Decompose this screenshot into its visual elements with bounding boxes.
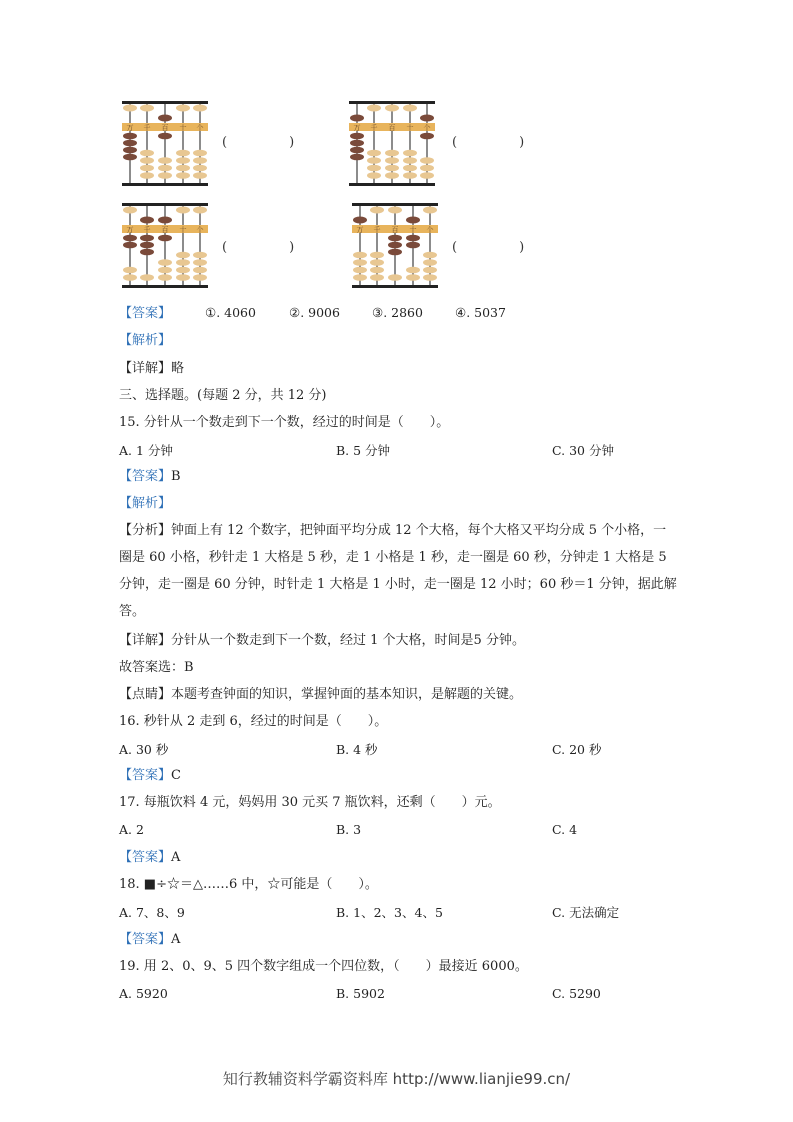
abacus-place-label: 十	[409, 226, 417, 234]
abacus-top-frame	[349, 101, 435, 104]
abacus-lower-bead	[420, 133, 434, 140]
abacus-figure-1	[120, 98, 212, 194]
abacus-figure-4	[350, 200, 442, 296]
abacus-lower-bead	[176, 267, 190, 274]
abacus-place-label: 百	[161, 124, 169, 132]
option-a: A. 30 秒	[119, 742, 169, 757]
abacus-figure-2	[347, 98, 439, 194]
abacus-lower-bead	[406, 235, 420, 242]
abacus-lower-bead	[367, 165, 381, 172]
question-16-stem: 16. 秒针从 2 走到 6，经过的时间是（ ）。	[119, 714, 388, 729]
abacus-top-frame	[352, 203, 438, 206]
abacus-place-label: 万	[356, 226, 364, 234]
abacus-lower-bead	[140, 235, 154, 242]
abacus-lower-bead	[176, 150, 190, 157]
abacus-lower-bead	[406, 274, 420, 281]
abacus-lower-bead	[140, 249, 154, 256]
analysis-tag: 【解析】	[119, 333, 172, 348]
abacus-place-label: 个	[196, 124, 204, 132]
abacus-lower-bead	[193, 252, 207, 259]
abacus-lower-bead	[123, 274, 137, 281]
question-19-stem: 19. 用 2、0、9、5 四个数字组成一个四位数，（ ）最接近 6000。	[119, 959, 528, 974]
question-15-stem: 15. 分针从一个数走到下一个数，经过的时间是（ ）。	[119, 415, 450, 430]
abacus-bottom-frame	[122, 183, 208, 186]
abacus-bottom-frame	[352, 285, 438, 288]
answer-line: 【答案】C	[119, 768, 181, 783]
comment-line: 【点睛】本题考查钟面的知识，掌握钟面的基本知识，是解题的关键。	[119, 687, 523, 702]
abacus-lower-bead	[370, 274, 384, 281]
abacus-upper-bead	[140, 105, 154, 112]
option-b: B. 5 分钟	[336, 443, 391, 458]
abacus-upper-bead	[385, 105, 399, 112]
abacus-lower-bead	[420, 157, 434, 164]
abacus-top-frame	[122, 101, 208, 104]
option-b: B. 1、2、3、4、5	[336, 905, 443, 920]
abacus-place-label: 万	[126, 226, 134, 234]
abacus-upper-bead	[140, 217, 154, 224]
answer-blank-1: ( )	[222, 135, 295, 150]
abacus-lower-bead	[140, 172, 154, 179]
section-title: 三、选择题。(每题 2 分，共 12 分)	[119, 388, 327, 403]
option-c: C. 20 秒	[552, 742, 602, 757]
abacus-upper-bead	[193, 105, 207, 112]
abacus-lower-bead	[158, 267, 172, 274]
abacus-lower-bead	[388, 274, 402, 281]
answer-item: ③. 2860	[372, 305, 423, 320]
abacus-lower-bead	[370, 259, 384, 266]
abacus-upper-bead	[403, 105, 417, 112]
question-18-stem: 18. ■÷☆＝△……6 中，☆可能是（ ）。	[119, 877, 378, 892]
abacus-upper-bead	[123, 105, 137, 112]
abacus-place-label: 千	[143, 124, 151, 132]
abacus-lower-bead	[403, 172, 417, 179]
abacus-lower-bead	[176, 274, 190, 281]
footer-watermark: 知行教辅资料学霸资料库 http://www.lianjie99.cn/	[222, 1070, 571, 1088]
abacus-lower-bead	[420, 172, 434, 179]
option-c: C. 5290	[552, 986, 601, 1001]
option-a: A. 2	[119, 822, 144, 837]
abacus-bottom-frame	[349, 183, 435, 186]
abacus-upper-bead	[158, 217, 172, 224]
answer-blank-2: ( )	[452, 135, 525, 150]
abacus-lower-bead	[158, 157, 172, 164]
abacus-lower-bead	[370, 267, 384, 274]
answer-line: 【答案】A	[119, 932, 181, 947]
option-c: C. 无法确定	[552, 905, 620, 920]
answer-tag: 【答案】	[119, 306, 172, 321]
abacus-lower-bead	[423, 267, 437, 274]
abacus-lower-bead	[176, 252, 190, 259]
answer-item: ②. 9006	[289, 305, 340, 320]
abacus-lower-bead	[406, 242, 420, 249]
abacus-lower-bead	[423, 274, 437, 281]
abacus-lower-bead	[193, 157, 207, 164]
abacus-lower-bead	[350, 140, 364, 147]
abacus-upper-bead	[176, 105, 190, 112]
abacus-lower-bead	[158, 133, 172, 140]
abacus-lower-bead	[193, 274, 207, 281]
abacus-lower-bead	[158, 235, 172, 242]
abacus-lower-bead	[193, 165, 207, 172]
abacus-lower-bead	[353, 274, 367, 281]
abacus-place-label: 千	[373, 226, 381, 234]
abacus-upper-bead	[353, 217, 367, 224]
abacus-lower-bead	[176, 259, 190, 266]
answer-blank-3: ( )	[222, 240, 295, 255]
abacus-lower-bead	[423, 259, 437, 266]
abacus-upper-bead	[193, 207, 207, 214]
abacus-lower-bead	[423, 252, 437, 259]
abacus-lower-bead	[140, 274, 154, 281]
choose-line: 故答案选：B	[119, 660, 194, 675]
abacus-lower-bead	[140, 165, 154, 172]
abacus-place-label: 十	[179, 226, 187, 234]
abacus-lower-bead	[350, 147, 364, 154]
abacus-upper-bead	[123, 207, 137, 214]
abacus-place-label: 千	[370, 124, 378, 132]
abacus-lower-bead	[140, 242, 154, 249]
abacus-lower-bead	[158, 172, 172, 179]
abacus-upper-bead	[176, 207, 190, 214]
analysis-paragraph: 【分析】钟面上有 12 个数字，把钟面平均分成 12 个大格，每个大格又平均分成 5 个小格，一圈是 60 小格，秒针走 1 大格是 5 秒，走 1 小格是 1 秒，走一圈是 60 秒，分钟走 1 大格是 5 分钟，走一圈是 60 分钟，时针走 1 大格是 1 小时，走一圈是 12 小时；60 秒＝1 分钟，据此解答。	[119, 523, 677, 619]
abacus-lower-bead	[385, 172, 399, 179]
abacus-upper-bead	[158, 115, 172, 122]
abacus-lower-bead	[176, 172, 190, 179]
option-a: A. 5920	[119, 986, 168, 1001]
abacus-lower-bead	[123, 140, 137, 147]
abacus-lower-bead	[403, 165, 417, 172]
abacus-lower-bead	[158, 274, 172, 281]
answer-line: 【答案】A	[119, 850, 181, 865]
abacus-lower-bead	[353, 259, 367, 266]
abacus-lower-bead	[367, 150, 381, 157]
abacus-place-label: 个	[423, 124, 431, 132]
option-a: A. 7、8、9	[119, 905, 185, 920]
answer-blank-4: ( )	[452, 240, 525, 255]
abacus-place-label: 十	[179, 124, 187, 132]
option-c: C. 4	[552, 822, 578, 837]
abacus-place-label: 百	[388, 124, 396, 132]
abacus-upper-bead	[350, 115, 364, 122]
abacus-lower-bead	[353, 267, 367, 274]
abacus-lower-bead	[193, 150, 207, 157]
abacus-lower-bead	[123, 267, 137, 274]
abacus-lower-bead	[193, 172, 207, 179]
detail-line: 【详解】分针从一个数走到下一个数，经过 1 个大格，时间是5 分钟。	[119, 633, 525, 648]
abacus-lower-bead	[193, 259, 207, 266]
option-b: B. 3	[336, 822, 362, 837]
abacus-lower-bead	[176, 157, 190, 164]
abacus-lower-bead	[367, 157, 381, 164]
abacus-lower-bead	[388, 242, 402, 249]
abacus-lower-bead	[123, 154, 137, 161]
abacus-lower-bead	[123, 133, 137, 140]
abacus-lower-bead	[385, 150, 399, 157]
abacus-upper-bead	[420, 115, 434, 122]
abacus-place-label: 个	[196, 226, 204, 234]
abacus-figure-3	[120, 200, 212, 296]
abacus-place-label: 十	[406, 124, 414, 132]
abacus-lower-bead	[158, 259, 172, 266]
abacus-lower-bead	[420, 165, 434, 172]
analysis-tag: 【解析】	[119, 496, 172, 511]
abacus-place-label: 个	[426, 226, 434, 234]
abacus-upper-bead	[367, 105, 381, 112]
abacus-place-label: 百	[161, 226, 169, 234]
abacus-lower-bead	[388, 249, 402, 256]
abacus-lower-bead	[403, 150, 417, 157]
abacus-place-label: 万	[126, 124, 134, 132]
abacus-upper-bead	[406, 217, 420, 224]
abacus-lower-bead	[385, 165, 399, 172]
abacus-lower-bead	[353, 252, 367, 259]
abacus-lower-bead	[140, 157, 154, 164]
abacus-place-label: 万	[353, 124, 361, 132]
abacus-top-frame	[122, 203, 208, 206]
option-c: C. 30 分钟	[552, 443, 614, 458]
question-17-stem: 17. 每瓶饮料 4 元，妈妈用 30 元买 7 瓶饮料，还剩（ ）元。	[119, 795, 501, 810]
abacus-upper-bead	[423, 207, 437, 214]
abacus-bottom-frame	[122, 285, 208, 288]
abacus-lower-bead	[370, 252, 384, 259]
option-b: B. 5902	[336, 986, 385, 1001]
abacus-place-label: 千	[143, 226, 151, 234]
abacus-lower-bead	[403, 157, 417, 164]
detail-line: 【详解】略	[119, 361, 185, 376]
abacus-lower-bead	[158, 165, 172, 172]
answer-item: ④. 5037	[455, 305, 506, 320]
answer-line: 【答案】B	[119, 469, 181, 484]
answer-item: ①. 4060	[205, 305, 256, 320]
abacus-lower-bead	[367, 172, 381, 179]
abacus-lower-bead	[350, 133, 364, 140]
abacus-lower-bead	[385, 157, 399, 164]
abacus-place-label: 百	[391, 226, 399, 234]
abacus-lower-bead	[406, 267, 420, 274]
abacus-upper-bead	[370, 207, 384, 214]
abacus-upper-bead	[388, 207, 402, 214]
abacus-lower-bead	[388, 235, 402, 242]
abacus-lower-bead	[123, 242, 137, 249]
abacus-lower-bead	[193, 267, 207, 274]
abacus-lower-bead	[123, 147, 137, 154]
abacus-lower-bead	[176, 165, 190, 172]
abacus-lower-bead	[123, 235, 137, 242]
option-b: B. 4 秒	[336, 742, 378, 757]
abacus-lower-bead	[350, 154, 364, 161]
option-a: A. 1 分钟	[119, 443, 173, 458]
abacus-lower-bead	[140, 150, 154, 157]
